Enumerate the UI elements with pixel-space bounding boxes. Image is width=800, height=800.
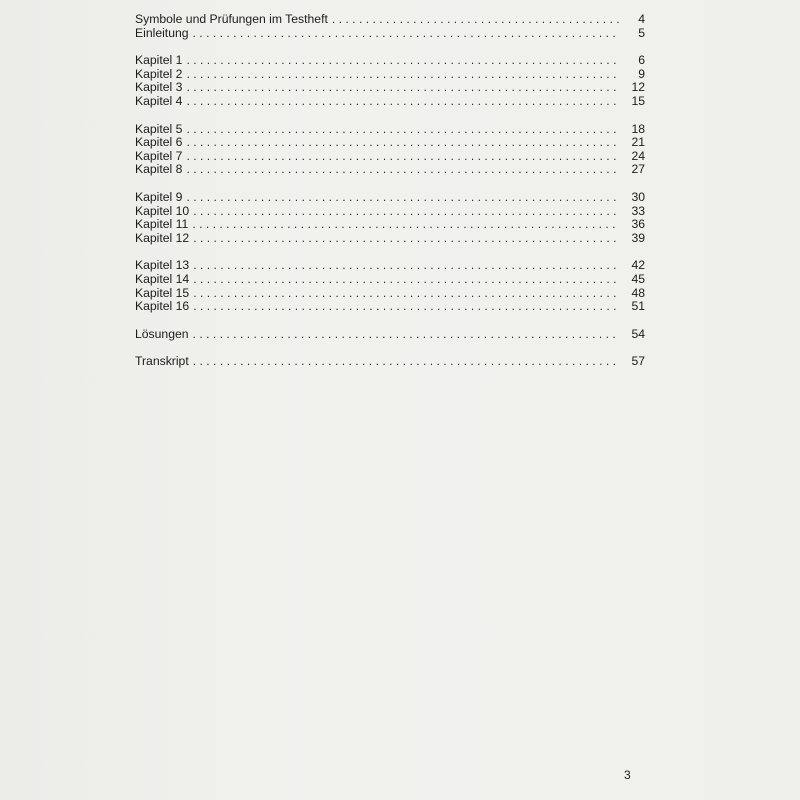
toc-entry xyxy=(135,218,645,232)
toc-dot-leader xyxy=(186,150,619,164)
toc-dot-leader xyxy=(186,81,619,95)
toc-entry-page: 57 xyxy=(631,355,645,369)
toc-entry-label: Kapitel 3 xyxy=(135,81,183,95)
toc-dot-leader xyxy=(193,232,619,246)
toc-entry xyxy=(135,273,645,287)
toc-dot-leader xyxy=(186,54,619,68)
toc-entry xyxy=(135,259,645,273)
table-of-contents xyxy=(135,13,645,369)
toc-entry xyxy=(135,205,645,219)
toc-entry-page: 39 xyxy=(631,231,645,245)
toc-entry-page: 48 xyxy=(631,286,645,300)
toc-entry-label: Kapitel 9 xyxy=(135,190,183,204)
toc-entry-label: Kapitel 8 xyxy=(135,163,183,177)
toc-dot-leader xyxy=(186,95,619,109)
toc-entry-page: 21 xyxy=(631,136,645,150)
toc-entry-label: Transkript xyxy=(135,355,189,369)
toc-dot-leader xyxy=(193,328,619,342)
toc-entry-label: Kapitel 16 xyxy=(135,300,190,314)
toc-entry-label: Kapitel 13 xyxy=(135,259,190,273)
toc-dot-leader xyxy=(193,205,619,219)
toc-group-spacer xyxy=(135,109,645,123)
toc-entry-page: 42 xyxy=(631,259,645,273)
toc-entry xyxy=(135,287,645,301)
toc-entry xyxy=(135,150,645,164)
toc-entry-label: Kapitel 15 xyxy=(135,286,190,300)
toc-entry-label: Kapitel 6 xyxy=(135,136,183,150)
toc-entry-page: 54 xyxy=(631,327,645,341)
toc-entry-page: 18 xyxy=(631,122,645,136)
toc-entry-page: 4 xyxy=(638,13,645,26)
toc-entry xyxy=(135,54,645,68)
toc-entry-label: Symbole und Prüfungen im Testheft xyxy=(135,13,328,26)
toc-entry xyxy=(135,163,645,177)
toc-entry-page: 36 xyxy=(631,218,645,232)
toc-dot-leader xyxy=(192,218,619,232)
toc-entry xyxy=(135,27,645,41)
toc-entry xyxy=(135,81,645,95)
toc-group-spacer xyxy=(135,177,645,191)
toc-entry-label: Einleitung xyxy=(135,26,189,40)
toc-entry-label: Kapitel 11 xyxy=(135,218,189,232)
toc-dot-leader xyxy=(186,191,619,205)
toc-entry xyxy=(135,328,645,342)
toc-group-spacer xyxy=(135,40,645,54)
toc-entry-label: Kapitel 1 xyxy=(135,54,183,68)
toc-dot-leader xyxy=(193,27,619,41)
toc-dot-leader xyxy=(186,163,619,177)
toc-entry-page: 6 xyxy=(638,54,645,68)
toc-entry xyxy=(135,13,645,27)
toc-group-spacer xyxy=(135,314,645,328)
toc-entry xyxy=(135,191,645,205)
toc-entry-page: 27 xyxy=(631,163,645,177)
toc-entry-page: 33 xyxy=(631,204,645,218)
toc-dot-leader xyxy=(186,68,619,82)
toc-entry-page: 24 xyxy=(631,149,645,163)
toc-entry-label: Kapitel 5 xyxy=(135,122,183,136)
toc-group-spacer xyxy=(135,341,645,355)
toc-entry-page: 12 xyxy=(631,81,645,95)
toc-entry-label: Kapitel 4 xyxy=(135,94,183,108)
toc-entry xyxy=(135,123,645,137)
toc-entry-page: 15 xyxy=(631,94,645,108)
toc-dot-leader xyxy=(193,273,619,287)
toc-entry xyxy=(135,232,645,246)
toc-dot-leader xyxy=(186,136,619,150)
toc-entry-label: Lösungen xyxy=(135,327,189,341)
toc-entry-label: Kapitel 7 xyxy=(135,149,183,163)
toc-entry xyxy=(135,95,645,109)
toc-entry xyxy=(135,355,645,369)
toc-entry-page: 51 xyxy=(631,300,645,314)
toc-entry-page: 5 xyxy=(638,26,645,40)
toc-dot-leader xyxy=(193,287,619,301)
toc-dot-leader xyxy=(332,13,619,27)
toc-entry-page: 30 xyxy=(631,190,645,204)
toc-entry xyxy=(135,68,645,82)
toc-dot-leader xyxy=(193,300,619,314)
toc-group-spacer xyxy=(135,245,645,259)
toc-entry-label: Kapitel 2 xyxy=(135,67,183,81)
toc-entry-page: 9 xyxy=(638,67,645,81)
page-number: 3 xyxy=(624,768,631,782)
toc-entry xyxy=(135,136,645,150)
toc-entry-label: Kapitel 14 xyxy=(135,272,190,286)
toc-entry-label: Kapitel 10 xyxy=(135,204,190,218)
toc-entry-label: Kapitel 12 xyxy=(135,231,190,245)
toc-entry xyxy=(135,300,645,314)
toc-dot-leader xyxy=(193,355,619,369)
toc-dot-leader xyxy=(186,123,619,137)
toc-entry-page: 45 xyxy=(631,272,645,286)
toc-dot-leader xyxy=(193,259,619,273)
